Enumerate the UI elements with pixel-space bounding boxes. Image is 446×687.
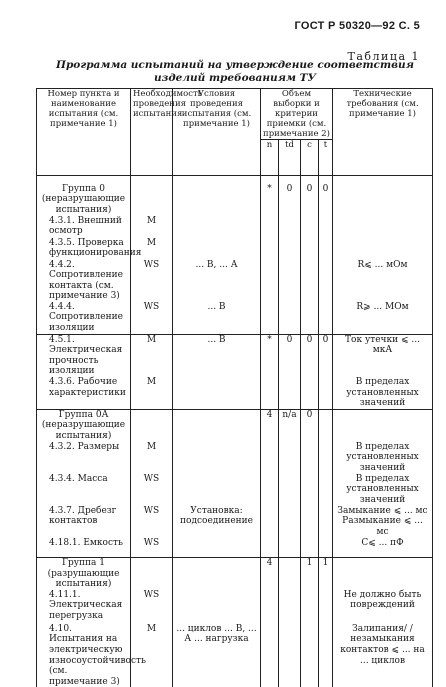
- cell-necessity: WS: [131, 506, 173, 538]
- cell-requirements: В пределах установленных значений: [333, 474, 433, 506]
- cell-td: [279, 538, 301, 558]
- cell-c: [301, 260, 319, 302]
- cell-conditions: [173, 216, 261, 238]
- cell-item: 4.3.7. Дребезг контактов: [37, 506, 131, 538]
- cell-conditions: ... В: [173, 334, 261, 377]
- cell-td: 0: [279, 184, 301, 216]
- cell-requirements: Ток утечки ⩽ ... мкА: [333, 334, 433, 377]
- table-row: [37, 216, 433, 238]
- cell-td: [279, 474, 301, 506]
- cell-conditions: [173, 538, 261, 558]
- cell-td: [279, 377, 301, 409]
- header-n: n: [261, 140, 279, 176]
- cell-item: Группа 1 (разрушающие испытания): [37, 558, 131, 590]
- cell-td: [279, 238, 301, 260]
- cell-item: 4.3.1. Внешний осмотр: [37, 216, 131, 238]
- table-title: Программа испытаний на утверждение соответствия изделий требованиям ТУ: [56, 59, 414, 84]
- cell-conditions: [173, 474, 261, 506]
- cell-td: [279, 506, 301, 538]
- cell-td: [279, 302, 301, 334]
- cell-conditions: ... циклов ... В, ... А ... нагрузка: [173, 624, 261, 687]
- cell-item: 4.3.2. Размеры: [37, 442, 131, 474]
- cell-requirements: R⩾ ... МОм: [333, 302, 433, 334]
- cell-t: [319, 260, 333, 302]
- cell-n: [261, 377, 279, 409]
- cell-item: 4.18.1. Емкость: [37, 538, 131, 558]
- cell-n: *: [261, 184, 279, 216]
- cell-item: 4.3.4. Масса: [37, 474, 131, 506]
- cell-t: [319, 538, 333, 558]
- cell-c: [301, 590, 319, 624]
- cell-requirements: В пределах установленных значений: [333, 442, 433, 474]
- table-row: [37, 409, 433, 441]
- cell-t: [319, 442, 333, 474]
- header-necessity: Необходимость проведения испытания: [131, 89, 173, 176]
- cell-requirements: Не должно быть повреждений: [333, 590, 433, 624]
- cell-td: [279, 590, 301, 624]
- header-c: c: [301, 140, 319, 176]
- table-row: [37, 474, 433, 506]
- cell-c: [301, 506, 319, 538]
- cell-t: 0: [319, 334, 333, 377]
- cell-c: 0: [301, 334, 319, 377]
- cell-n: [261, 506, 279, 538]
- cell-necessity: WS: [131, 302, 173, 334]
- cell-conditions: [173, 184, 261, 216]
- cell-t: [319, 302, 333, 334]
- cell-n: 4: [261, 409, 279, 441]
- cell-requirements: [333, 238, 433, 260]
- cell-necessity: WS: [131, 590, 173, 624]
- cell-td: [279, 558, 301, 590]
- cell-td: [279, 216, 301, 238]
- cell-requirements: [333, 216, 433, 238]
- cell-t: [319, 377, 333, 409]
- cell-n: [261, 624, 279, 687]
- table-row: [37, 590, 433, 624]
- cell-necessity: [131, 184, 173, 216]
- test-program-table: [36, 88, 433, 687]
- cell-t: [319, 506, 333, 538]
- table-row: [37, 538, 433, 558]
- cell-item: 4.4.2. Сопротивление контакта (см. примечание 3): [37, 260, 131, 302]
- cell-requirements: В пределах установленных значений: [333, 377, 433, 409]
- cell-c: 0: [301, 184, 319, 216]
- cell-c: [301, 302, 319, 334]
- cell-t: [319, 590, 333, 624]
- cell-td: [279, 260, 301, 302]
- cell-c: [301, 442, 319, 474]
- standard-number: ГОСТ Р 50320—92 С. 5: [294, 20, 420, 32]
- table-row: [37, 506, 433, 538]
- header-t: t: [319, 140, 333, 176]
- cell-n: *: [261, 334, 279, 377]
- cell-t: 0: [319, 184, 333, 216]
- header-conditions: Условия проведения испытания (см. примечание 1): [173, 89, 261, 176]
- header-requirements: Технические требования (см. примечание 1): [333, 89, 433, 176]
- cell-n: [261, 238, 279, 260]
- table-row: [37, 624, 433, 687]
- cell-item: 4.3.6. Рабочие характеристики: [37, 377, 131, 409]
- cell-requirements: [333, 558, 433, 590]
- table-row: [37, 184, 433, 216]
- cell-requirements: Залипания/ /незамыкания контактов ⩽ ... на ... циклов: [333, 624, 433, 687]
- header-item: Номер пункта и наименование испытания (см. примечание 1): [37, 89, 131, 176]
- cell-requirements: [333, 184, 433, 216]
- cell-n: [261, 538, 279, 558]
- cell-c: [301, 474, 319, 506]
- table-label: Таблица 1: [347, 50, 420, 63]
- cell-conditions: [173, 442, 261, 474]
- table-row: [37, 334, 433, 377]
- cell-necessity: [131, 409, 173, 441]
- cell-conditions: ... В, ... А: [173, 260, 261, 302]
- cell-conditions: ... В: [173, 302, 261, 334]
- cell-necessity: М: [131, 377, 173, 409]
- cell-c: [301, 216, 319, 238]
- cell-td: [279, 442, 301, 474]
- cell-necessity: WS: [131, 260, 173, 302]
- cell-t: [319, 474, 333, 506]
- cell-c: [301, 538, 319, 558]
- header-sample: Объем выборки и критерии приемки (см. примечание 2): [261, 89, 333, 140]
- cell-item: Группа 0 (неразрушающие испытания): [37, 184, 131, 216]
- cell-c: [301, 377, 319, 409]
- cell-td: [279, 624, 301, 687]
- cell-conditions: [173, 377, 261, 409]
- cell-conditions: [173, 558, 261, 590]
- cell-c: 0: [301, 409, 319, 441]
- cell-item: 4.11.1. Электрическая перегрузка: [37, 590, 131, 624]
- cell-requirements: Замыкание ⩽ ... мс Размыкание ⩽ ... мс: [333, 506, 433, 538]
- table-row: [37, 558, 433, 590]
- cell-requirements: C⩽ ... пФ: [333, 538, 433, 558]
- cell-conditions: Установка: подсоединение: [173, 506, 261, 538]
- table-row: [37, 238, 433, 260]
- cell-t: [319, 216, 333, 238]
- table-row: [37, 302, 433, 334]
- cell-n: [261, 474, 279, 506]
- cell-n: [261, 442, 279, 474]
- cell-item: 4.5.1. Электрическая прочность изоляции: [37, 334, 131, 377]
- cell-item: 4.3.5. Проверка функционирования: [37, 238, 131, 260]
- table-row: [37, 377, 433, 409]
- cell-necessity: М: [131, 334, 173, 377]
- cell-n: [261, 216, 279, 238]
- table-row: [37, 260, 433, 302]
- cell-requirements: R⩽ ... мОм: [333, 260, 433, 302]
- cell-n: [261, 302, 279, 334]
- cell-requirements: [333, 409, 433, 441]
- cell-necessity: М: [131, 442, 173, 474]
- cell-item: 4.4.4. Сопротивление изоляции: [37, 302, 131, 334]
- cell-td: 0: [279, 334, 301, 377]
- cell-item: Группа 0А (неразрушающие испытания): [37, 409, 131, 441]
- cell-conditions: [173, 590, 261, 624]
- cell-necessity: WS: [131, 538, 173, 558]
- header-td: td: [279, 140, 301, 176]
- cell-t: 1: [319, 558, 333, 590]
- cell-n: [261, 590, 279, 624]
- cell-item: 4.10. Испытания на электрическую износоустойчивость (см. примечание 3): [37, 624, 131, 687]
- cell-necessity: М: [131, 624, 173, 687]
- cell-t: [319, 624, 333, 687]
- cell-c: [301, 624, 319, 687]
- cell-necessity: М: [131, 216, 173, 238]
- cell-c: 1: [301, 558, 319, 590]
- cell-c: [301, 238, 319, 260]
- cell-n: 4: [261, 558, 279, 590]
- cell-td: n/a: [279, 409, 301, 441]
- cell-n: [261, 260, 279, 302]
- table-row: [37, 442, 433, 474]
- cell-necessity: WS: [131, 474, 173, 506]
- cell-conditions: [173, 409, 261, 441]
- cell-t: [319, 238, 333, 260]
- cell-necessity: [131, 558, 173, 590]
- cell-t: [319, 409, 333, 441]
- cell-conditions: [173, 238, 261, 260]
- cell-necessity: М: [131, 238, 173, 260]
